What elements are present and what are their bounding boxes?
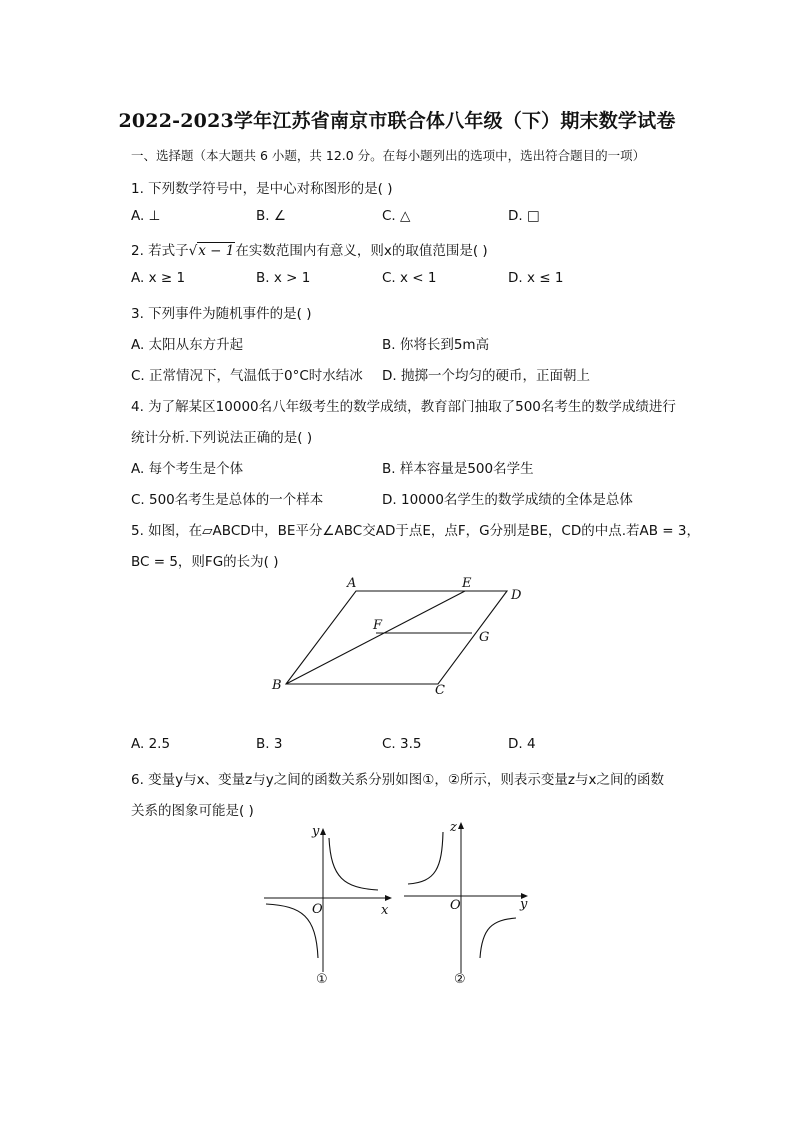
label-c: C	[435, 683, 445, 698]
page-title: 2022-2023学年江苏省南京市联合体八年级（下）期末数学试卷	[118, 110, 676, 132]
q4-option-d[interactable]: D. 10000名学生的数学成绩的全体是总体	[382, 492, 633, 508]
q2-option-c[interactable]: C. x < 1	[382, 270, 437, 286]
q3-option-d[interactable]: D. 抛掷一个均匀的硬币，正面朝上	[382, 368, 590, 384]
graph1-curve-upper	[329, 838, 378, 890]
parallelogram-abcd	[286, 591, 507, 684]
q4-option-a[interactable]: A. 每个考生是个体	[131, 461, 244, 477]
q2-option-b[interactable]: B. x > 1	[256, 270, 311, 286]
q3-option-c[interactable]: C. 正常情况下，气温低于0°C时水结冰	[131, 368, 363, 384]
question-5-stem-line2: BC = 5，则FG的长为( )	[131, 554, 279, 570]
q1-option-c[interactable]: C. △	[382, 208, 411, 224]
question-3-stem: 3. 下列事件为随机事件的是( )	[131, 306, 312, 322]
question-6-stem-line1: 6. 变量y与x、变量z与y之间的函数关系分别如图①，②所示，则表示变量z与x之间的函数	[131, 772, 665, 788]
question-4-stem-line2: 统计分析.下列说法正确的是( )	[131, 430, 313, 446]
section-heading: 一、选择题（本大题共 6 小题，共 12.0 分。在每小题列出的选项中，选出符合题目的一项）	[131, 148, 646, 163]
q1-option-d[interactable]: D. □	[508, 208, 540, 224]
q1-option-b[interactable]: B. ∠	[256, 208, 286, 224]
q5-option-c[interactable]: C. 3.5	[382, 736, 422, 752]
label-e: E	[462, 576, 472, 591]
segment-be	[286, 591, 465, 684]
q5-option-a[interactable]: A. 2.5	[131, 736, 171, 752]
label-f: F	[373, 618, 383, 633]
graph1-x-arrow-icon	[385, 895, 392, 901]
q5-option-d[interactable]: D. 4	[508, 736, 536, 752]
graph2-curve-upper	[408, 832, 443, 884]
graph1-curve-lower	[266, 904, 318, 958]
label-b: B	[272, 678, 282, 693]
graph-1	[258, 820, 398, 990]
label-d: D	[511, 588, 522, 603]
q4-option-b[interactable]: B. 样本容量是500名学生	[382, 461, 534, 477]
graph2-caption: ②	[454, 972, 466, 987]
question-6-stem-line2: 关系的图象可能是( )	[131, 803, 254, 819]
q2-radicand: x − 1	[198, 243, 235, 259]
label-a: A	[347, 576, 357, 591]
graph2-y-label: y	[520, 897, 528, 912]
q2-option-d[interactable]: D. x ≤ 1	[508, 270, 564, 286]
question-4-stem-line1: 4. 为了解某区10000名八年级考生的数学成绩，教育部门抽取了500名考生的数学成绩进行	[131, 399, 676, 415]
q3-option-b[interactable]: B. 你将长到5m高	[382, 337, 490, 353]
parallelogram-figure	[260, 572, 540, 702]
question-1-stem: 1. 下列数学符号中，是中心对称图形的是( )	[131, 181, 393, 197]
sqrt-sign-icon: √	[188, 243, 198, 259]
graph1-caption: ①	[316, 972, 328, 987]
label-g: G	[479, 630, 490, 645]
graph1-x-label: x	[381, 903, 389, 918]
graph2-curve-lower	[480, 918, 516, 958]
q2-option-a[interactable]: A. x ≥ 1	[131, 270, 186, 286]
q1-option-a[interactable]: A. ⊥	[131, 208, 161, 224]
graph2-origin-label: O	[450, 898, 461, 913]
graph2-y-arrow-icon	[458, 822, 464, 829]
q3-option-a[interactable]: A. 太阳从东方升起	[131, 337, 244, 353]
graph1-y-label: y	[312, 824, 320, 839]
q2-stem-prefix: 2. 若式子	[131, 243, 189, 259]
q2-stem-suffix: 在实数范围内有意义，则x的取值范围是( )	[235, 243, 488, 259]
graph1-origin-label: O	[312, 902, 323, 917]
graph1-y-arrow-icon	[320, 828, 326, 835]
q4-option-c[interactable]: C. 500名考生是总体的一个样本	[131, 492, 324, 508]
graph2-z-label: z	[450, 820, 457, 835]
question-2-stem	[131, 239, 488, 259]
q5-option-b[interactable]: B. 3	[256, 736, 283, 752]
question-5-stem-line1: 5. 如图，在▱ABCD中，BE平分∠ABC交AD于点E，点F，G分别是BE，CD的中点.若AB = 3，	[131, 523, 700, 539]
graph-2	[398, 818, 538, 990]
